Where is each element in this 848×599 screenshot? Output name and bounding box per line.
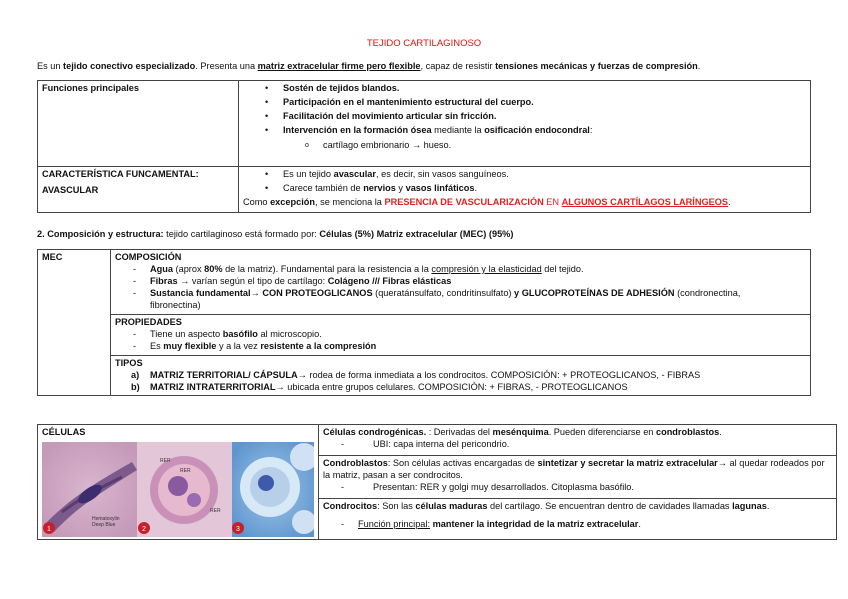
functions-subitem: o cartílago embrionario → hueso.: [243, 140, 806, 152]
condrogenic-text: Células condrogénicas. : Derivadas del mesénquima. Pueden diferenciarse en condroblastos.: [323, 427, 722, 437]
rer-label-2: RER: [180, 467, 191, 474]
page-title: TEJIDO CARTILAGINOSO: [366, 38, 482, 49]
condroblast-text: Condroblastos: Son células activas encargadas de sintetizar y secretar la matriz extracelular→ al quedar rodeados por la matriz, pasan a ser condrocitos.: [323, 457, 825, 480]
mec-table: [37, 249, 811, 396]
marker-3: 3: [236, 525, 240, 533]
stain-label-2: Deep Blue: [92, 521, 116, 528]
condrocyte-list: [323, 519, 832, 531]
list-item: - Fibras → varían según el tipo de cartílago: Colágeno /// Fibras elásticas: [115, 276, 806, 288]
list-item: - Agua (aprox 80% de la matriz). Fundamental para la resistencia a la compresión y la elasticidad del tejido.: [115, 264, 806, 276]
list-item: - Presentan: RER y golgi muy desarrollados. Citoplasma basófilo.: [323, 482, 832, 494]
exception-note: Como excepción, se menciona la PRESENCIA DE VASCULARIZACIÓN EN ALGUNOS CARTÍLAGOS LARÍNGEOS.: [243, 196, 731, 207]
marker-1: 1: [47, 525, 51, 533]
list-item: - Es muy flexible y a la vez resistente a la compresión: [115, 341, 806, 353]
list-item: - Función principal: mantener la integridad de la matriz extracelular.: [323, 519, 832, 531]
functions-label: Funciones principales: [38, 81, 239, 167]
stain-label-1: Hematoxylin: [92, 515, 120, 522]
types-title: TIPOS: [115, 357, 143, 368]
rer-label-3: RER: [210, 507, 221, 514]
cartilage-cells-illustration: [42, 442, 314, 537]
list-item: • Facilitación del movimiento articular sin fricción.: [243, 111, 806, 123]
list-item: • Carece también de nervios y vasos linfáticos.: [243, 183, 806, 195]
cells-label: CÉLULAS: [42, 427, 86, 437]
composition-cell: [111, 250, 811, 315]
condroblast-cell: [319, 455, 837, 498]
marker-2: 2: [142, 525, 146, 533]
intro-paragraph: Es un tejido conectivo especializado. Presenta una matriz extracelular firme pero flexible, capaz de resistir tensiones mecánicas y fuerzas de compresión.: [37, 61, 701, 71]
mec-label: MEC: [38, 250, 111, 396]
cells-illustration-svg: [42, 442, 314, 537]
list-item: - Tiene un aspecto basófilo al microscopio.: [115, 329, 806, 341]
properties-title: PROPIEDADES: [115, 316, 182, 327]
types-cell: [111, 355, 811, 396]
functions-list-cell: [239, 81, 811, 167]
list-item: • Participación en el mantenimiento estructural del cuerpo.: [243, 97, 806, 109]
list-item: - UBI: capa interna del pericondrio.: [323, 439, 832, 451]
cells-label-cell: [38, 425, 319, 540]
composition-list: [115, 264, 806, 312]
list-item: • Es un tejido avascular, es decir, sin vasos sanguíneos.: [243, 169, 806, 181]
condrocyte-text: Condrocitos: Son las células maduras del cartílago. Se encuentran dentro de cavidades llamadas lagunas.: [323, 500, 770, 511]
condroblast-list: [323, 482, 832, 494]
types-list: [115, 370, 806, 394]
characteristic-cell: [239, 167, 811, 213]
condrocyte-cell: [319, 498, 837, 539]
composition-heading: 2. Composición y estructura: tejido cartilaginoso está formado por: Células (5%) Matriz extracelular (MEC) (95%): [37, 229, 514, 239]
condrogenic-list: [323, 439, 832, 451]
functions-table: [37, 80, 811, 213]
functions-list: [243, 83, 806, 137]
list-item: - Sustancia fundamental→ CON PROTEOGLICANOS (queratánsulfato, condritinsulfato) y GLUCOPROTEÍNAS DE ADHESIÓN (condronectina, fibronectina): [115, 288, 806, 312]
characteristic-list: [243, 169, 806, 195]
list-item: b) MATRIZ INTRATERRITORIAL→ ubicada entre grupos celulares. COMPOSICIÓN: + FIBRAS, - PROTEOGLICANOS: [131, 381, 628, 392]
cells-table: [37, 424, 837, 540]
composition-title: COMPOSICIÓN: [115, 252, 182, 262]
properties-list: [115, 329, 806, 353]
list-item: a) MATRIZ TERRITORIAL/ CÁPSULA→ rodea de forma inmediata a los condrocitos. COMPOSICIÓN: + PROTEOGLICANOS, - FIBRAS: [131, 369, 701, 380]
list-item: • Sostén de tejidos blandos.: [243, 83, 806, 95]
condrogenic-cell: [319, 425, 837, 456]
list-item: • Intervención en la formación ósea mediante la osificación endocondral:: [243, 125, 806, 137]
rer-label-1: RER: [160, 457, 171, 464]
characteristic-label: CARACTERÍSTICA FUNCAMENTAL: AVASCULAR: [38, 167, 239, 213]
properties-cell: [111, 314, 811, 355]
